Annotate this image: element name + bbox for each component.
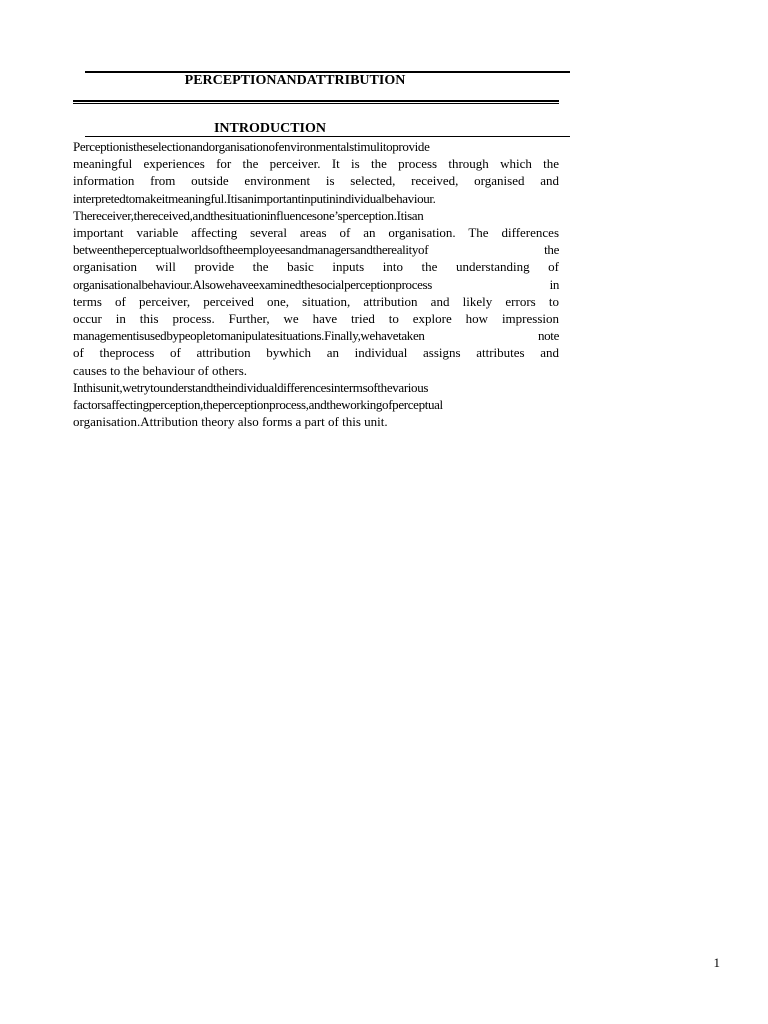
text-line: of theprocess of attribution bywhich an individual assigns attributes and bbox=[73, 345, 559, 361]
text-line: terms of perceiver, perceived one, situation, attribution and likely errors to bbox=[73, 293, 559, 309]
text-line: factorsaffectingperception,theperceptionprocess,andtheworkingofperceptual bbox=[73, 397, 443, 413]
double-rule-upper bbox=[73, 100, 559, 102]
text-line: causes to the behaviour of others. bbox=[73, 362, 248, 378]
introduction-body bbox=[73, 138, 559, 430]
text-line: important variable affecting several areas of an organisation. The differences bbox=[73, 225, 559, 241]
text-line: occur in this process. Further, we have tried to explore how impression bbox=[73, 311, 559, 327]
text-line: organisation will provide the basic inputs into the understanding of bbox=[73, 259, 559, 275]
text-line: organisation.Attribution theory also forms a part of this unit. bbox=[73, 414, 388, 430]
section-rule bbox=[85, 136, 570, 137]
text-line: managementisusedbypeopletomanipulatesituations.Finally,wehavetaken note bbox=[73, 328, 559, 344]
text-line: interpretedtomakeitmeaningful.Itisanimportantinputinindividualbehaviour. bbox=[73, 190, 436, 206]
document-title: PERCEPTIONANDATTRIBUTION bbox=[184, 73, 406, 88]
paragraph-2 bbox=[73, 379, 559, 431]
text-line: Perceptionistheselectionandorganisationofenvironmentalstimulitoprovide bbox=[73, 139, 430, 154]
text-line: Inthisunit,wetrytounderstandtheindividualdifferencesintermsofthevarious bbox=[73, 379, 429, 395]
text-line: information from outside environment is selected, received, organised and bbox=[73, 173, 559, 189]
text-line: Thereceiver,thereceived,andthesituationinfluencesone’sperception.Itisan bbox=[73, 207, 424, 223]
double-rule-lower bbox=[73, 103, 559, 104]
text-line: organisationalbehaviour.Alsowehaveexaminedthesocialperceptionprocess in bbox=[73, 276, 559, 292]
section-heading: INTRODUCTION bbox=[213, 121, 326, 136]
paragraph-1 bbox=[73, 138, 559, 379]
text-line: meaningful experiences for the perceiver. It is the process through which the bbox=[73, 156, 559, 172]
page-number: 1 bbox=[713, 955, 720, 970]
text-line: betweentheperceptualworldsoftheemployeesandmanagersandtherealityof the bbox=[73, 242, 559, 258]
